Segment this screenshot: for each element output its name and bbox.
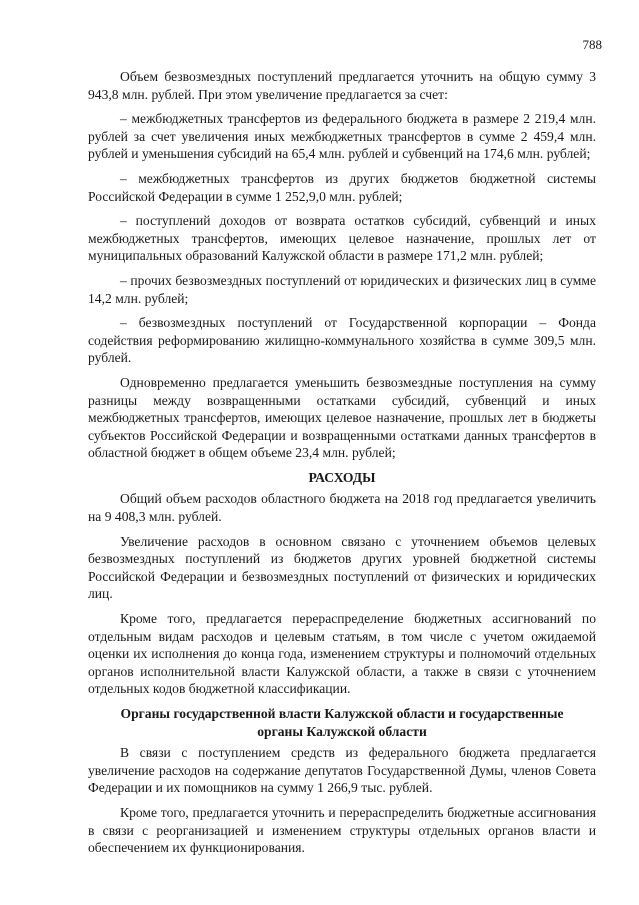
paragraph-total-expenses: Общий объем расходов областного бюджета на 2018 год предлагается увеличить на 9 408,3 млн. рублей.	[88, 491, 596, 525]
paragraph-expense-reason: Увеличение расходов в основном связано с уточнением объемов целевых безвозмездных поступлений из бюджетов других уровней бюджетной системы Российской Федерации и безвозмездных поступлений от физических и юридических лиц.	[88, 533, 596, 602]
paragraph-reduction: Одновременно предлагается уменьшить безвозмездные поступления на сумму разницы между возвращенными остатками субсидий, субвенций и иных межбюджетных трансфертов, имеющих целевое назначение, прошлых лет в бюджеты субъектов Российской Федерации и возвращенными остатками данных трансфертов в областной бюджет в общем объеме 23,4 млн. рублей;	[88, 374, 596, 461]
paragraph-other-budgets: – межбюджетных трансфертов из других бюджетов бюджетной системы Российской Федерации в сумме 1 252,9,0 млн. рублей;	[88, 170, 596, 204]
paragraph-returned-balances: – поступлений доходов от возврата остатков субсидий, субвенций и иных межбюджетных трансфертов, имеющих целевое назначение, прошлых лет от муниципальных образований Калужской области в размере 171,2 млн. рублей;	[88, 213, 596, 264]
paragraph-total-transfers: Объем безвозмездных поступлений предлагается уточнить на общую сумму 3 943,8 млн. рублей. При этом увеличение предлагается за счет:	[88, 69, 596, 102]
section-heading-expenses: РАСХОДЫ	[308, 469, 376, 485]
page-number: 788	[582, 37, 602, 52]
document-body	[88, 68, 596, 864]
paragraph-other-receipts: – прочих безвозмездных поступлений от юридических и физических лиц в сумме 14,2 млн. рублей;	[88, 272, 596, 306]
paragraph-reorganization: Кроме того, предлагается уточнить и перераспределить бюджетные ассигнования в связи с реорганизацией и изменением структуры отдельных органов власти и обеспечением их функционирования.	[88, 804, 596, 856]
paragraph-federal-transfers: – межбюджетных трансфертов из федерального бюджета в размере 2 219,4 млн. рублей за счет увеличения иных межбюджетных трансфертов в сумме 2 459,4 млн. рублей и уменьшения субсидий на 65,4 млн. рублей и субвенций на 174,6 млн. рублей;	[88, 111, 596, 162]
paragraph-housing-fund: – безвозмездных поступлений от Государственной корпорации – Фонда содействия реформированию жилищно-коммунального хозяйства в сумме 309,5 млн. рублей.	[88, 315, 596, 366]
paragraph-deputies: В связи с поступлением средств из федерального бюджета предлагается увеличение расходов на содержание депутатов Государственной Думы, членов Совета Федерации и их помощников на сумму 1 266,9 тыс. рублей.	[88, 745, 596, 796]
paragraph-reallocation: Кроме того, предлагается перераспределение бюджетных ассигнований по отдельным видам расходов и целевым статьям, в том числе с учетом ожидаемой оценки их исполнения до конца года, изменением структуры и полномочий отдельных органов исполнительной власти Калужской области, а также в связи с уточнением отдельных кодов бюджетной классификации.	[88, 611, 596, 697]
subheading-government-bodies: Органы государственной власти Калужской области и государственные органы Калужской области	[120, 706, 564, 739]
